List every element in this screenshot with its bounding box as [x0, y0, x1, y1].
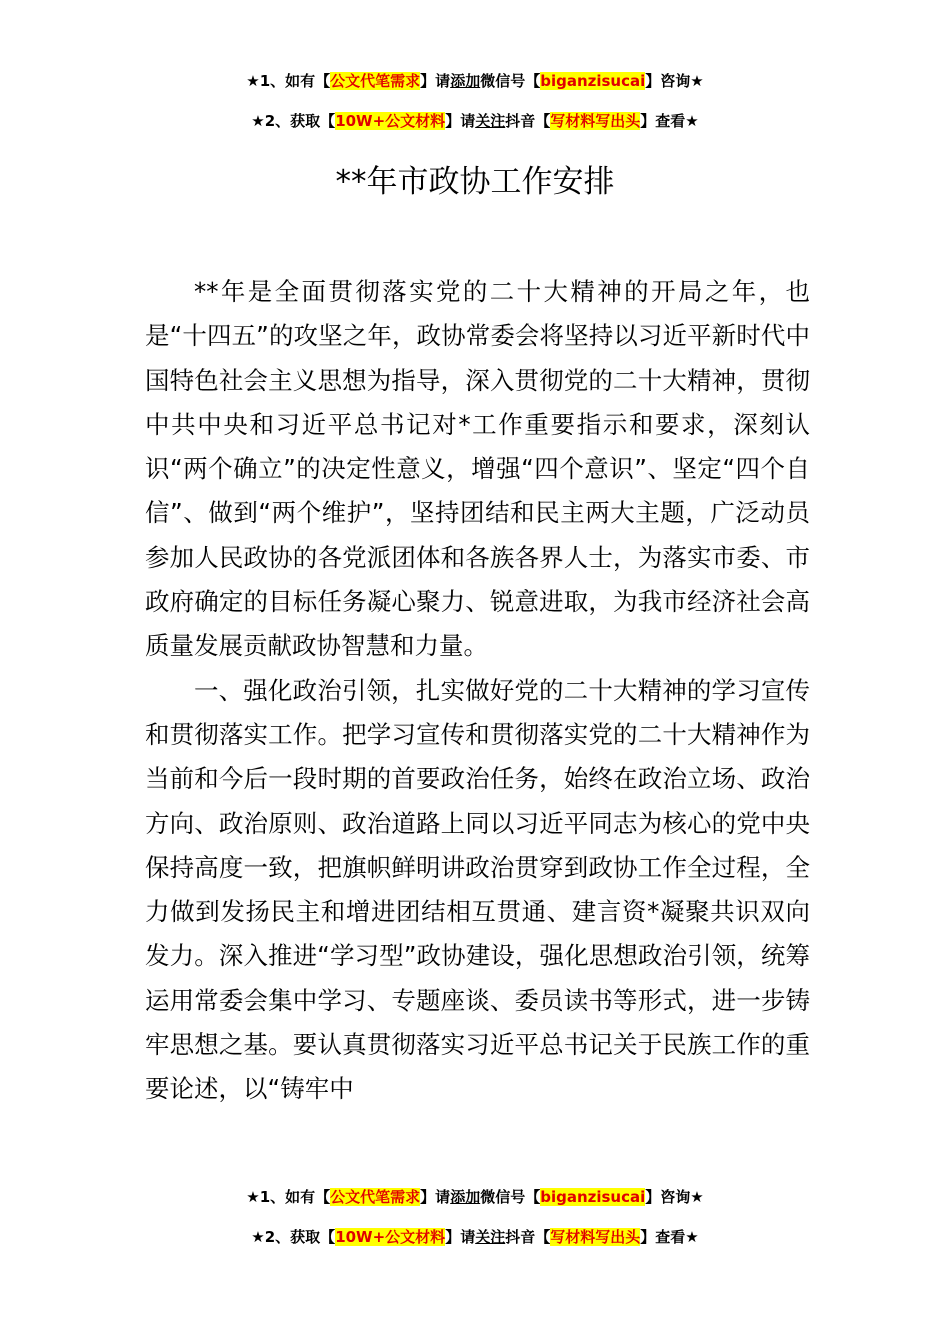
banner-highlight: 写材料写出头: [550, 1228, 641, 1246]
banner-text: 】请: [445, 1228, 476, 1246]
banner-text: 微信号【: [480, 72, 541, 90]
footer-banner-line-1: [0, 1186, 950, 1208]
banner-text: 】咨询★: [645, 72, 704, 90]
banner-text: 】请: [420, 1188, 451, 1206]
banner-text: 微信号【: [480, 1188, 541, 1206]
banner-text: 】咨询★: [645, 1188, 704, 1206]
banner-text: 抖音【: [505, 112, 551, 130]
banner-highlight: 10W+公文材料: [335, 1228, 446, 1246]
banner-underlined-text: 添加: [450, 1188, 481, 1206]
banner-underlined-text: 关注: [475, 1228, 506, 1246]
banner-text: ★2、获取【: [251, 112, 336, 130]
header-banner-line-1: [0, 70, 950, 92]
banner-highlight: biganzisucai: [540, 72, 646, 90]
banner-underlined-text: 添加: [450, 72, 481, 90]
banner-text: ★1、如有【: [246, 72, 331, 90]
banner-highlight: 公文代笔需求: [330, 72, 421, 90]
paragraph-section-1: 一、强化政治引领，扎实做好党的二十大精神的学习宣传和贯彻落实工作。把学习宣传和贯彻落实党的二十大精神作为当前和今后一段时期的首要政治任务，始终在政治立场、政治方向、政治原则、政治道路上同以习近平同志为核心的党中央保持高度一致，把旗帜鲜明讲政治贯穿到政协工作全过程，全力做到发扬民主和增进团结相互贯通、建言资*凝聚共识双向发力。深入推进“学习型”政协建设，强化思想政治引领，统筹运用常委会集中学习、专题座谈、委员读书等形式，进一步铸牢思想之基。要认真贯彻落实习近平总书记关于民族工作的重要论述，以“铸牢中: [145, 675, 810, 1104]
footer-banner-line-2: [0, 1226, 950, 1248]
banner-text: 】请: [420, 72, 451, 90]
banner-highlight: biganzisucai: [540, 1188, 646, 1206]
header-banner-line-2: [0, 110, 950, 132]
banner-underlined-text: 关注: [475, 112, 506, 130]
banner-highlight: 写材料写出头: [550, 112, 641, 130]
banner-text: 】查看★: [640, 1228, 699, 1246]
document-title: **年市政协工作安排: [335, 164, 615, 200]
document-body: [145, 270, 810, 1112]
banner-text: 】请: [445, 112, 476, 130]
banner-highlight: 公文代笔需求: [330, 1188, 421, 1206]
banner-highlight: 10W+公文材料: [335, 112, 446, 130]
banner-text: 抖音【: [505, 1228, 551, 1246]
banner-text: ★1、如有【: [246, 1188, 331, 1206]
banner-text: 】查看★: [640, 112, 699, 130]
banner-text: ★2、获取【: [251, 1228, 336, 1246]
paragraph-intro: **年是全面贯彻落实党的二十大精神的开局之年，也是“十四五”的攻坚之年，政协常委会将坚持以习近平新时代中国特色社会主义思想为指导，深入贯彻党的二十大精神，贯彻中共中央和习近平总书记对*工作重要指示和要求，深刻认识“两个确立”的决定性意义，增强“四个意识”、坚定“四个自信”、做到“两个维护”，坚持团结和民主两大主题，广泛动员参加人民政协的各党派团体和各族各界人士，为落实市委、市政府确定的目标任务凝心聚力、锐意进取，为我市经济社会高质量发展贡献政协智慧和力量。: [145, 277, 810, 661]
